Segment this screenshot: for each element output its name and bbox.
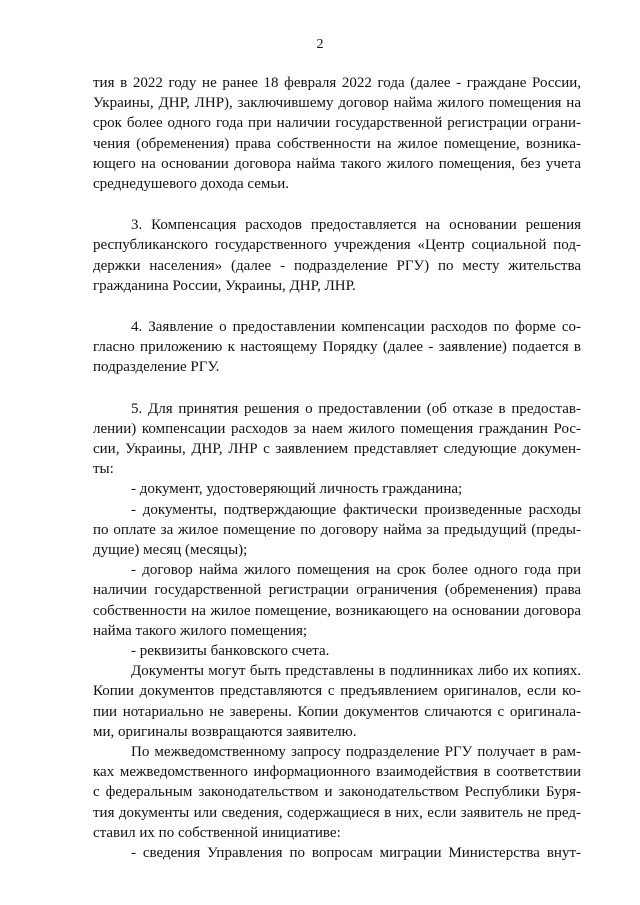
list-item-line: найма такого жилого помещения; (93, 623, 308, 639)
paragraph-line: подразделение РГУ. (93, 359, 220, 375)
paragraph-line: гражданина России, Украины, ДНР, ЛНР. (93, 278, 356, 294)
list-item-line: по оплате за жилое помещение по договору найма за предыдущий (преды- (93, 522, 581, 538)
paragraph-line: 3. Компенсация расходов предоставляется на основании решения (131, 217, 581, 233)
paragraph-line: пии нотариально не заверены. Копии документов сличаются с оригинала- (93, 704, 581, 720)
list-item-line: собственности на жилое помещение, возникающего на основании договора (93, 603, 581, 619)
list-item-line: дущие) месяц (месяцы); (93, 542, 248, 558)
paragraph-line: Копии документов представляются с предъявлением оригиналов, если ко- (93, 683, 581, 699)
paragraph-line: ставил их по собственной инициативе: (93, 825, 341, 841)
paragraph-line: ты: (93, 461, 114, 477)
paragraph-line: держки населения» (далее - подразделение РГУ) по месту жительства (93, 258, 581, 274)
list-item-line: - реквизиты банковского счета. (131, 643, 330, 659)
paragraph-line: лении) компенсации расходов за наем жилого помещения гражданин Рос- (93, 421, 581, 437)
paragraph-line: тия в 2022 году не ранее 18 февраля 2022 года (далее - граждане России, (93, 75, 581, 91)
paragraph-line: Документы могут быть представлены в подлинниках либо их копиях. (131, 663, 581, 679)
paragraph-line: ющего на основании договора найма такого жилого помещения, без учета (93, 156, 581, 172)
paragraph-line: ми, оригиналы возвращаются заявителю. (93, 724, 357, 740)
paragraph-line: чения (обременения) права собственности на жилое помещение, возника- (93, 136, 581, 152)
list-item-line: - документы, подтверждающие фактически произведенные расходы (131, 502, 581, 518)
list-item-line: - документ, удостоверяющий личность гражданина; (131, 481, 463, 497)
paragraph-line: тия документы или сведения, содержащиеся в них, если заявитель не пред- (93, 805, 581, 821)
paragraph-line: гласно приложению к настоящему Порядку (далее - заявление) подается в (93, 339, 581, 355)
paragraph-line: среднедушевого дохода семьи. (93, 176, 289, 192)
paragraph-line: ках межведомственного информационного взаимодействия в соответствии (93, 764, 581, 780)
paragraph-line: республиканского государственного учреждения «Центр социальной под- (93, 237, 581, 253)
list-item-line: - договор найма жилого помещения на срок более одного года при (131, 562, 581, 578)
paragraph-line: сии, Украины, ДНР, ЛНР с заявлением представляет следующие докумен- (93, 441, 581, 457)
paragraph-line: 5. Для принятия решения о предоставлении (об отказе в предостав- (131, 401, 581, 417)
list-item-line: наличии государственной регистрации ограничения (обременения) права (93, 582, 581, 598)
paragraph-line: срок более одного года при наличии государственной регистрации ограни- (93, 115, 581, 131)
paragraph-line: Украины, ДНР, ЛНР), заключившему договор найма жилого помещения на (93, 95, 581, 111)
paragraph-line: с федеральным законодательством и законодательством Республики Буря- (93, 784, 581, 800)
page-number: 2 (316, 37, 324, 52)
paragraph-line: 4. Заявление о предоставлении компенсации расходов по форме со- (131, 319, 581, 335)
list-item-line: - сведения Управления по вопросам миграции Министерства внут- (131, 845, 581, 861)
paragraph-line: По межведомственному запросу подразделение РГУ получает в рам- (131, 744, 581, 760)
